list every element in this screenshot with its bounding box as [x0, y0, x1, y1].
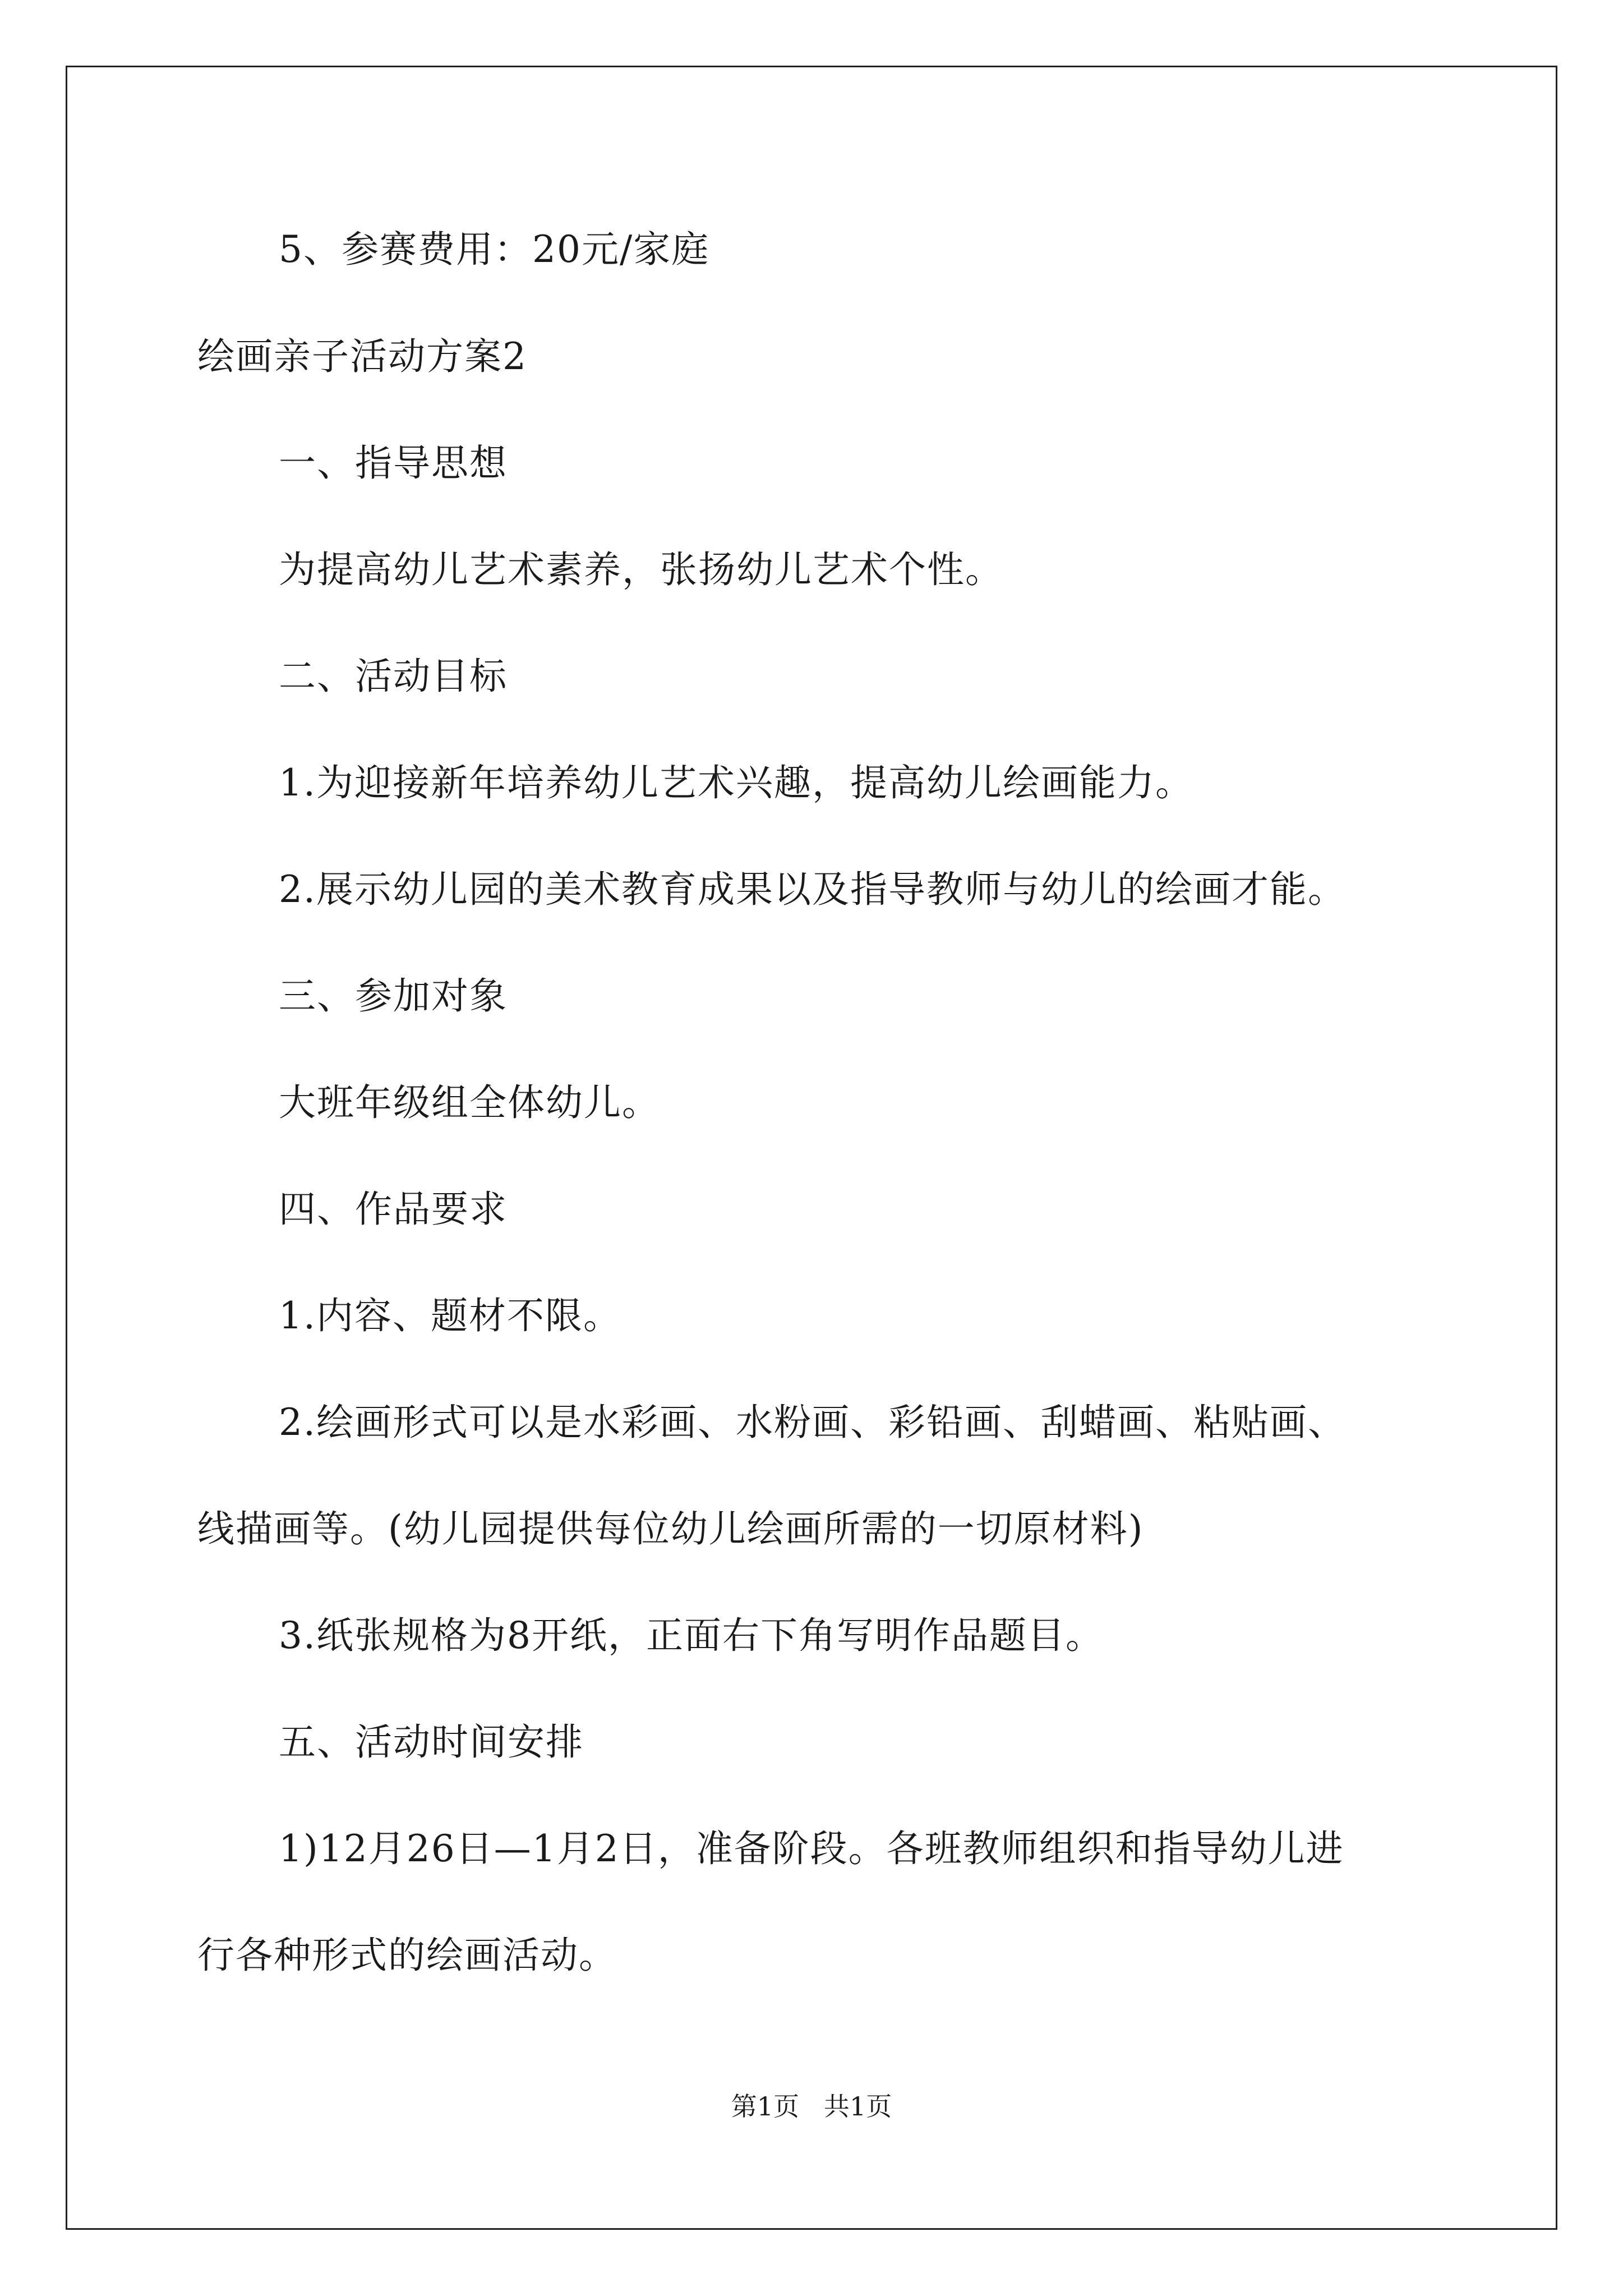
paragraph-guiding-idea: 为提高幼儿艺术素养，张扬幼儿艺术个性。 — [279, 548, 1003, 591]
heading-participants: 三、参加对象 — [279, 974, 508, 1018]
paragraph-goal-2: 2.展示幼儿园的美术教育成果以及指导教师与幼儿的绘画才能。 — [279, 868, 1346, 911]
paragraph-schedule-1: 1)12月26日—1月2日，准备阶段。各班教师组织和指导幼儿进 — [279, 1827, 1344, 1870]
paragraph-requirement-2-cont: 线描画等。(幼儿园提供每位幼儿绘画所需的一切原材料) — [197, 1507, 1144, 1550]
heading-requirements: 四、作品要求 — [279, 1188, 508, 1231]
paragraph-schedule-1-cont: 行各种形式的绘画活动。 — [197, 1934, 617, 1977]
paragraph-requirement-3: 3.纸张规格为8开纸，正面右下角写明作品题目。 — [279, 1614, 1104, 1657]
paragraph-fee: 5、参赛费用：20元/家庭 — [279, 228, 710, 271]
page-border — [66, 66, 1557, 2230]
paragraph-requirement-1: 1.内容、题材不限。 — [279, 1294, 621, 1337]
heading-goals: 二、活动目标 — [279, 655, 508, 698]
section-title: 绘画亲子活动方案2 — [197, 335, 527, 378]
paragraph-participants: 大班年级组全体幼儿。 — [279, 1081, 660, 1124]
paragraph-requirement-2: 2.绘画形式可以是水彩画、水粉画、彩铅画、刮蜡画、粘贴画、 — [279, 1401, 1346, 1444]
page-footer: 第1页 共1页 — [731, 2091, 892, 2122]
heading-schedule: 五、活动时间安排 — [279, 1720, 584, 1764]
heading-guiding-idea: 一、指导思想 — [279, 441, 508, 485]
paragraph-goal-1: 1.为迎接新年培养幼儿艺术兴趣，提高幼儿绘画能力。 — [279, 761, 1193, 804]
